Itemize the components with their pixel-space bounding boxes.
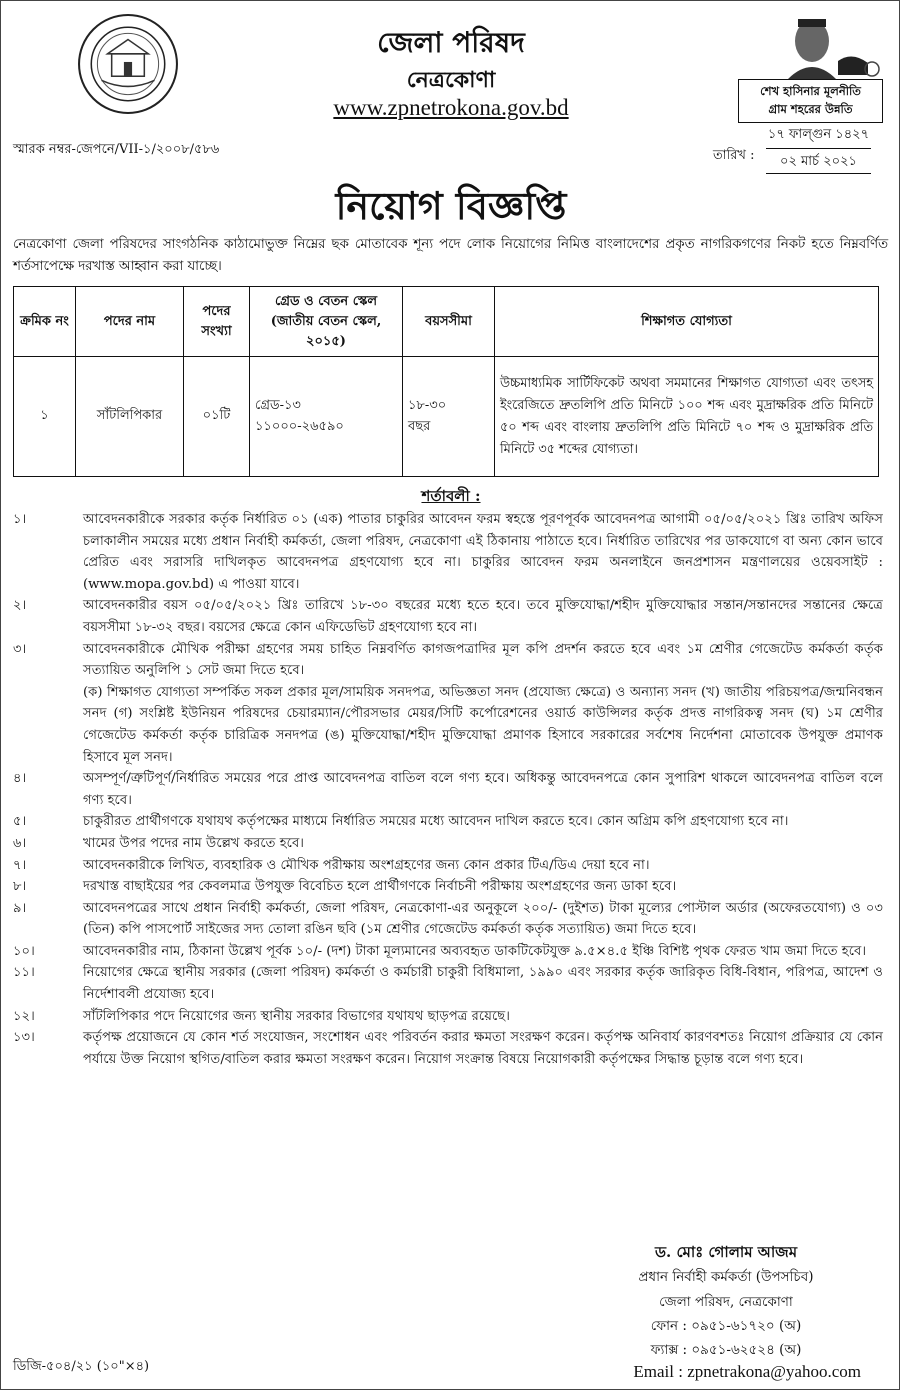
condition-text: আবেদনকারীকে সরকার কর্তৃক নির্ধারিত ০১ (এক) পাতার চাকুরির আবেদন ফরম স্বহস্তে পূরণপূর্বক আবেদনপত্র আগামী ০৫/০৫/২০২১ খ্রিঃ তারিখ অফিস চলাকালীন সময়ের মধ্যে প্রধান নির্বাহী কর্মকর্তা, জেলা পরিষদ, নেত্রকোণা এই ঠিকানায় পাঠাতে হবে। নির্ধারিত তারিখের পর ডাকযোগে বা অন্য কোন ভাবে প্রেরিত এবং সরাসরি দাখিলকৃত আবেদনপত্র গ্রহণযোগ্য হবে না। চাকুরির আবেদন ফরম অনলাইনে জনপ্রশাসন মন্ত্রণালয়ের ওয়েবসাইট : (www.mopa.gov.bd) এ পাওয়া যাবে।	[83, 512, 883, 592]
condition-number: ১।	[13, 512, 27, 527]
condition-item	[13, 941, 883, 963]
condition-item	[13, 811, 883, 833]
condition-number: ১২।	[13, 1008, 35, 1024]
slogan-line-1: শেখ হাসিনার মূলনীতি	[760, 84, 861, 98]
condition-number: ৪।	[13, 771, 27, 787]
cell-serial: ১	[14, 357, 76, 477]
condition-number: ১০।	[13, 943, 35, 959]
col-count: পদের সংখ্যা	[184, 287, 250, 357]
memo-number: স্মারক নম্বর-জেপনে/VII-১/২০০৮/৫৮৬	[13, 142, 220, 157]
table-header-row	[14, 287, 879, 357]
condition-text-block	[83, 509, 883, 595]
condition-text-block	[83, 898, 883, 941]
date-box	[766, 125, 871, 174]
condition-item	[13, 876, 883, 898]
cell-grade	[250, 357, 403, 477]
condition-subtext: (ক) শিক্ষাগত যোগ্যতা সম্পর্কিত সকল প্রকার মূল/সাময়িক সনদপত্র, অভিজ্ঞতা সনদ (প্রযোজ্য ক্ষেত্রে) ও অন্যান্য সনদ (খ) জাতীয় পরিচয়পত্র/জন্মনিবন্ধন সনদ (গ) সংশ্লিষ্ট ইউনিয়ন পরিষদের চেয়ারম্যান/পৌরসভার মেয়র/সিটি কর্পোরেশনের ওয়ার্ড কাউন্সিলর কর্তৃক প্রদত্ত নাগরিকত্ব সনদ (ঘ) ১ম শ্রেণীর গেজেটেড কর্মকর্তা কর্তৃক চারিত্রিক সনদপত্র (ঙ) মুক্তিযোদ্ধা/শহীদ মুক্তিযোদ্ধা প্রমাণক হিসাবে সরকারের সর্বশেষ নির্দেশনা মোতাবেক উপযুক্ত প্রমাণক হিসাবে মূল সনদ।	[83, 684, 883, 765]
condition-item	[13, 509, 883, 595]
condition-text-block	[83, 941, 883, 963]
cell-post: সাঁটলিপিকার	[76, 357, 184, 477]
portrait-logo-icon	[772, 11, 884, 79]
conditions-title: শর্তাবলী :	[421, 487, 481, 505]
table-row	[14, 357, 879, 477]
condition-text-block	[83, 595, 883, 638]
condition-text-block	[83, 833, 883, 855]
condition-number: ৭।	[13, 857, 27, 873]
age-value: ১৮-৩০	[408, 397, 447, 413]
condition-text: আবেদনকারীর নাম, ঠিকানা উল্লেখ পূর্বক ১০/- (দশ) টাকা মূল্যমানের অব্যবহৃত ডাকটিকেটযুক্ত ৯.৫×৪.৫ ইঞ্চি বিশিষ্ট পৃথক ফেরত খাম জমা দিতে হবে।	[83, 943, 867, 959]
slogan-line-2: গ্রাম শহরের উন্নতি	[768, 102, 853, 116]
condition-item	[13, 855, 883, 877]
condition-text: কর্তৃপক্ষ প্রয়োজনে যে কোন শর্ত সংযোজন, সংশোধন এবং পরিবর্তন করার ক্ষমতা সংরক্ষণ করেন। কর্তৃপক্ষ অনিবার্য কারণবশতঃ নিয়োগ প্রক্রিয়ার যে কোন পর্যায়ে উক্ত নিয়োগ স্থগিত/বাতিল করার ক্ষমতা সংরক্ষণ করেন। নিয়োগ সংক্রান্ত বিষয়ে নিয়োগকারী কর্তৃপক্ষের সিদ্ধান্ত চূড়ান্ত বলে গণ্য হবে।	[83, 1030, 883, 1067]
condition-number: ৯।	[13, 900, 27, 916]
condition-text: নিয়োগের ক্ষেত্রে স্থানীয় সরকার (জেলা পরিষদ) কর্মকর্তা ও কর্মচারী চাকুরী বিধিমালা, ১৯৯০ এবং সরকার কর্তৃক জারিকৃত বিধি-বিধান, পরিপত্র, আদেশ ও নির্দেশাবলী প্রযোজ্য হবে।	[83, 965, 883, 1003]
condition-item	[13, 595, 883, 638]
col-grade: গ্রেড ও বেতন স্কেল (জাতীয় বেতন স্কেল, ২০১৫)	[250, 287, 403, 357]
condition-text-block	[83, 1006, 883, 1028]
condition-text-block	[83, 639, 883, 769]
website-link[interactable]: www.zpnetrokona.gov.bd	[333, 95, 569, 120]
condition-text: দরখাস্ত বাছাইয়ের পর কেবলমাত্র উপযুক্ত বিবেচিত হলে প্রার্থীগণকে নির্বাচনী পরীক্ষায় অংশগ্রহণের জন্য ডাকা হবে।	[83, 879, 677, 895]
signatory-phone: ফোন : ০৯৫১-৬১৭২০ (অ)	[650, 1318, 802, 1334]
date-label: তারিখ :	[713, 148, 755, 163]
condition-text: আবেদনপত্রের সাথে প্রধান নির্বাহী কর্মকর্তা, জেলা পরিষদ, নেত্রকোণা-এর অনুকূলে ২০০/- (দুইশত) টাকা মূল্যের পোস্টাল অর্ডার (অফেরতযোগ্য) ও ০৩ (তিন) কপি পাসপোর্ট সাইজের সদ্য তোলা রঙিন ছবি (১ম শ্রেণীর গেজেটেড কর্মকর্তা কর্তৃক সত্যায়িত) জমা দিতে হবে।	[83, 900, 883, 938]
slogan-box	[738, 79, 883, 123]
date-english: ০২ মার্চ ২০২১	[766, 149, 871, 174]
date-bangla: ১৭ ফাল্গুন ১৪২৭	[766, 125, 871, 149]
condition-text: সাঁটলিপিকার পদে নিয়োগের জন্য স্থানীয় সরকার বিভাগের যথাযথ ছাড়পত্র রয়েছে।	[83, 1008, 510, 1024]
condition-text: খামের উপর পদের নাম উল্লেখ করতে হবে।	[83, 835, 305, 851]
condition-number: ১৩।	[13, 1030, 35, 1046]
col-qualification: শিক্ষাগত যোগ্যতা	[495, 287, 879, 357]
signatory-fax: ফ্যাক্স : ০৯৫১-৬২৫২৪ (অ)	[650, 1342, 802, 1358]
condition-item	[13, 639, 883, 769]
condition-text: আবেদনকারীকে লিখিত, ব্যবহারিক ও মৌখিক পরীক্ষায় অংশগ্রহণের জন্য কোন প্রকার টিএ/ডিএ দেয়া হবে না।	[83, 857, 650, 873]
age-unit: বছর	[408, 418, 431, 434]
intro-paragraph: নেত্রকোণা জেলা পরিষদের সাংগঠনিক কাঠামোভুক্ত নিম্নের ছক মোতাবেক শূন্য পদে লোক নিয়োগের নিমিত্ত বাংলাদেশের প্রকৃত নাগরিকগণের নিকট হতে নিম্নবর্ণিত শর্তসাপেক্ষে দরখাস্ত আহ্বান করা যাচ্ছে।	[13, 237, 888, 274]
signatory-designation: প্রধান নির্বাহী কর্মকর্তা (উপসচিব)	[638, 1269, 814, 1285]
condition-item	[13, 1006, 883, 1028]
footer-code: ডিজি-৫০৪/২১ (১০"×৪)	[13, 1359, 150, 1374]
zila-parishad-emblem-icon	[77, 13, 179, 115]
condition-item	[13, 898, 883, 941]
condition-item	[13, 768, 883, 811]
page-title: নিয়োগ বিজ্ঞপ্তি	[335, 183, 567, 228]
condition-item	[13, 962, 883, 1005]
condition-text: আবেদনকারীকে মৌখিক পরীক্ষা গ্রহণের সময় চাহিত নিম্নবর্ণিত কাগজপত্রাদির মূল কপি প্রদর্শন করতে হবে এবং ১ম শ্রেণীর গেজেটেড কর্মকর্তা কর্তৃক সত্যায়িত অনুলিপি ১ সেট জমা দিতে হবে।	[83, 641, 883, 679]
condition-text-block	[83, 855, 883, 877]
condition-text: অসম্পূর্ণ/ত্রুটিপূর্ণ/নির্ধারিত সময়ের পরে প্রাপ্ত আবেদনপত্র বাতিল বলে গণ্য হবে। অধিকন্তু আবেদনপত্রে কোন সুপারিশ থাকলে আবেদনপত্র বাতিল বলে গণ্য হবে।	[83, 771, 883, 808]
condition-text-block	[83, 1027, 883, 1070]
condition-text-block	[83, 962, 883, 1005]
col-age: বয়সসীমা	[403, 287, 495, 357]
district-name: নেত্রকোণা	[406, 67, 496, 93]
condition-number: ৬।	[13, 835, 27, 851]
col-post: পদের নাম	[76, 287, 184, 357]
cell-age	[403, 357, 495, 477]
condition-number: ২।	[13, 598, 27, 614]
condition-number: ৩।	[13, 641, 27, 657]
grade-value: গ্রেড-১৩	[255, 397, 301, 413]
condition-text-block	[83, 876, 883, 898]
condition-number: ৮।	[13, 879, 27, 895]
cell-qualification: উচ্চমাধ্যমিক সার্টিফিকেট অথবা সমমানের শিক্ষাগত যোগ্যতা এবং তৎসহ ইংরেজিতে দ্রুতলিপি প্রতি মিনিটে ১০০ শব্দ এবং মুদ্রাক্ষরিক প্রতি মিনিটে ৫০ শব্দ এবং বাংলায় দ্রুতলিপি প্রতি মিনিটে ৭০ শব্দ ও মুদ্রাক্ষরিক প্রতি মিনিটে ৩৫ শব্দের যোগ্যতা।	[495, 357, 879, 477]
scale-value: ১১০০০-২৬৫৯০	[255, 418, 344, 434]
condition-number: ১১।	[13, 965, 35, 981]
signatory-office: জেলা পরিষদ, নেত্রকোণা	[659, 1294, 793, 1310]
col-serial: ক্রমিক নং	[14, 287, 76, 357]
condition-text: চাকুরীরত প্রার্থীগণকে যথাযথ কর্তৃপক্ষের মাধ্যমে নির্ধারিত সময়ের মধ্যে আবেদন দাখিল করতে হবে। কোন অগ্রিম কপি গ্রহণযোগ্য হবে না।	[83, 814, 789, 830]
signatory-email[interactable]: Email : zpnetrakona@yahoo.com	[633, 1362, 861, 1381]
conditions-list	[13, 509, 883, 1070]
signatory-name: ড. মোঃ গোলাম আজম	[654, 1243, 798, 1261]
condition-item	[13, 833, 883, 855]
condition-text: আবেদনকারীর বয়স ০৫/০৫/২০২১ খ্রিঃ তারিখে ১৮-৩০ বছরের মধ্যে হতে হবে। তবে মুক্তিযোদ্ধা/শহীদ মুক্তিযোদ্ধার সন্তান/সন্তানদের সন্তানের ক্ষেত্রে বয়সসীমা ১৮-৩২ বছর। বয়সের ক্ষেত্রে কোন এফিডেভিট গ্রহণযোগ্য হবে না।	[83, 598, 883, 635]
condition-number: ৫।	[13, 814, 27, 830]
condition-item	[13, 1027, 883, 1070]
vacancy-table	[13, 286, 879, 477]
cell-count: ০১টি	[184, 357, 250, 477]
condition-text-block	[83, 811, 883, 833]
org-name: জেলা পরিষদ	[377, 26, 525, 59]
condition-text-block	[83, 768, 883, 811]
